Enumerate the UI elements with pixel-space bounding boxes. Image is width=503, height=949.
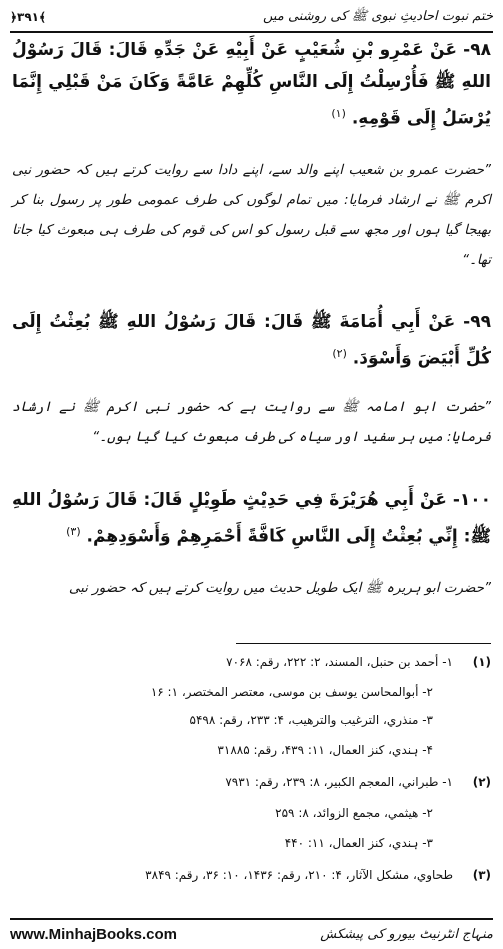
footnote-text: ۳- منذري، الترغيب والترهيب، ۴: ۲۳۳، رقم: ۵۴۹۸ (189, 713, 433, 727)
hadith-number: ۱۰۰- (452, 490, 492, 510)
footnote-line (12, 738, 491, 762)
footnote-line (12, 831, 491, 855)
footnote-line (12, 680, 491, 704)
footnote-ref[interactable]: (۱) (331, 107, 346, 120)
footnote-text: ۲- أبوالمحاسن يوسف بن موسى، معتصر المختصر، ۱: ۱۶ (150, 685, 433, 699)
hadith-text: عَنْ عَمْرِو بْنِ شُعَيْبٍ عَنْ أَبِيْهِ عَنْ جَدِّهِ قَالَ: قَالَ رَسُوْلُ اللهِ ﷺ فَأُرْسِلْتُ إِلَى النَّاسِ كُلِّهِمْ عَامَّةً وَكَانَ مَنْ قَبْلِي إِنَّمَا يُرْسَلُ إِلَى قَوْمِهِ. (12, 40, 491, 129)
footnote-text: ۳- ہندي، كنز العمال، ۱۱: ۴۴۰ (284, 836, 433, 850)
footnote-line (12, 770, 491, 794)
hadith-99-translation: ”حضرت ابو امامہ ﷺ سے روایت ہے کہ حضور نبی اکرم ﷺ نے ارشاد فرمایا: میں ہر سفید اور سیاہ کی طرف مبعوث کیا گیا ہوں۔“ (12, 399, 491, 445)
page-footer (10, 924, 493, 944)
footnote-line (12, 863, 491, 887)
footnote-ref[interactable]: (۲) (332, 347, 347, 360)
website-link[interactable]: www.MinhajBooks.com (10, 925, 177, 943)
hadith-number: ۹۹- (463, 312, 491, 332)
hadith-100-arabic (12, 484, 491, 553)
hadith-100-translation: ”حضرت ابو ہریرہ ﷺ ایک طویل حدیث میں روایت کرتے ہیں کہ حضور نبی (68, 580, 491, 596)
footnote-label: (۳) (472, 868, 491, 882)
hadith-number: ۹۸- (463, 40, 491, 60)
hadith-98-arabic (12, 34, 491, 135)
footnote-text: ۴- ہندي، كنز العمال، ۱۱: ۴۳۹، رقم: ۳۱۸۸۵ (217, 743, 433, 757)
footnote-text: طحاوي، مشكل الآثار، ۴: ۲۱۰، رقم: ۱۴۳۶، ۱۰: ۳۶، رقم: ۳۸۴۹ (145, 868, 453, 882)
header-rule (10, 31, 493, 33)
footnote-line (12, 801, 491, 825)
footnote-text: ۱- طبراني، المعجم الكبير، ۸: ۲۳۹، رقم: ۷۹۳۱ (225, 775, 453, 789)
footnote-label: (۱) (472, 655, 491, 669)
footnote-line (12, 650, 491, 674)
hadith-text: عَنْ أَبِي هُرَيْرَةَ فِي حَدِيْثٍ طَوِيْلٍ قَالَ: قَالَ رَسُوْلُ اللهِ ﷺ: إِنِّي بُعِثْتُ إِلَى النَّاسِ كَافَّةً أَحْمَرِهِمْ وَأَسْوَدِهِمْ. (12, 490, 491, 547)
footer-rule (10, 918, 493, 920)
footnote-label: (۲) (472, 775, 491, 789)
footnote-line (12, 708, 491, 732)
page-number: ﴿۳۹۱﴾ (10, 10, 47, 24)
footnote-ref[interactable]: (۳) (66, 525, 81, 538)
publisher-credit: منہاج انٹرنیٹ بیورو کی پیشکش (320, 926, 493, 942)
footnote-text: ۲- هيثمي، مجمع الزوائد، ۸: ۲۵۹ (275, 806, 433, 820)
hadith-99-arabic (12, 306, 491, 375)
hadith-98-translation: ”حضرت عمرو بن شعیب اپنے والد سے، اپنے دادا سے روایت کرتے ہیں کہ حضور نبی اکرم ﷺ نے ارشاد فرمایا: میں تمام لوگوں کی طرف عمومی طور پر رسول بنا کر بھیجا گیا ہوں اور مجھ سے قبل رسول کو اس کی قوم کی طرف ہی مبعوث کیا جاتا تھا۔“ (12, 162, 491, 268)
page-header (10, 6, 493, 28)
footnote-text: ۱- أحمد بن حنبل، المسند، ۲: ۲۲۲، رقم: ۷۰۶۸ (226, 655, 453, 669)
footnote-divider (236, 643, 491, 644)
book-title: ختم نبوت احادیثِ نبوی ﷺ کی روشنی میں (263, 8, 493, 24)
hadith-text: عَنْ أَبِي أُمَامَةَ ﷺ قَالَ: قَالَ رَسُوْلُ اللهِ ﷺ بُعِثْتُ إِلَى كُلِّ أَبْيَضَ وَأَسْوَدَ. (12, 312, 491, 369)
